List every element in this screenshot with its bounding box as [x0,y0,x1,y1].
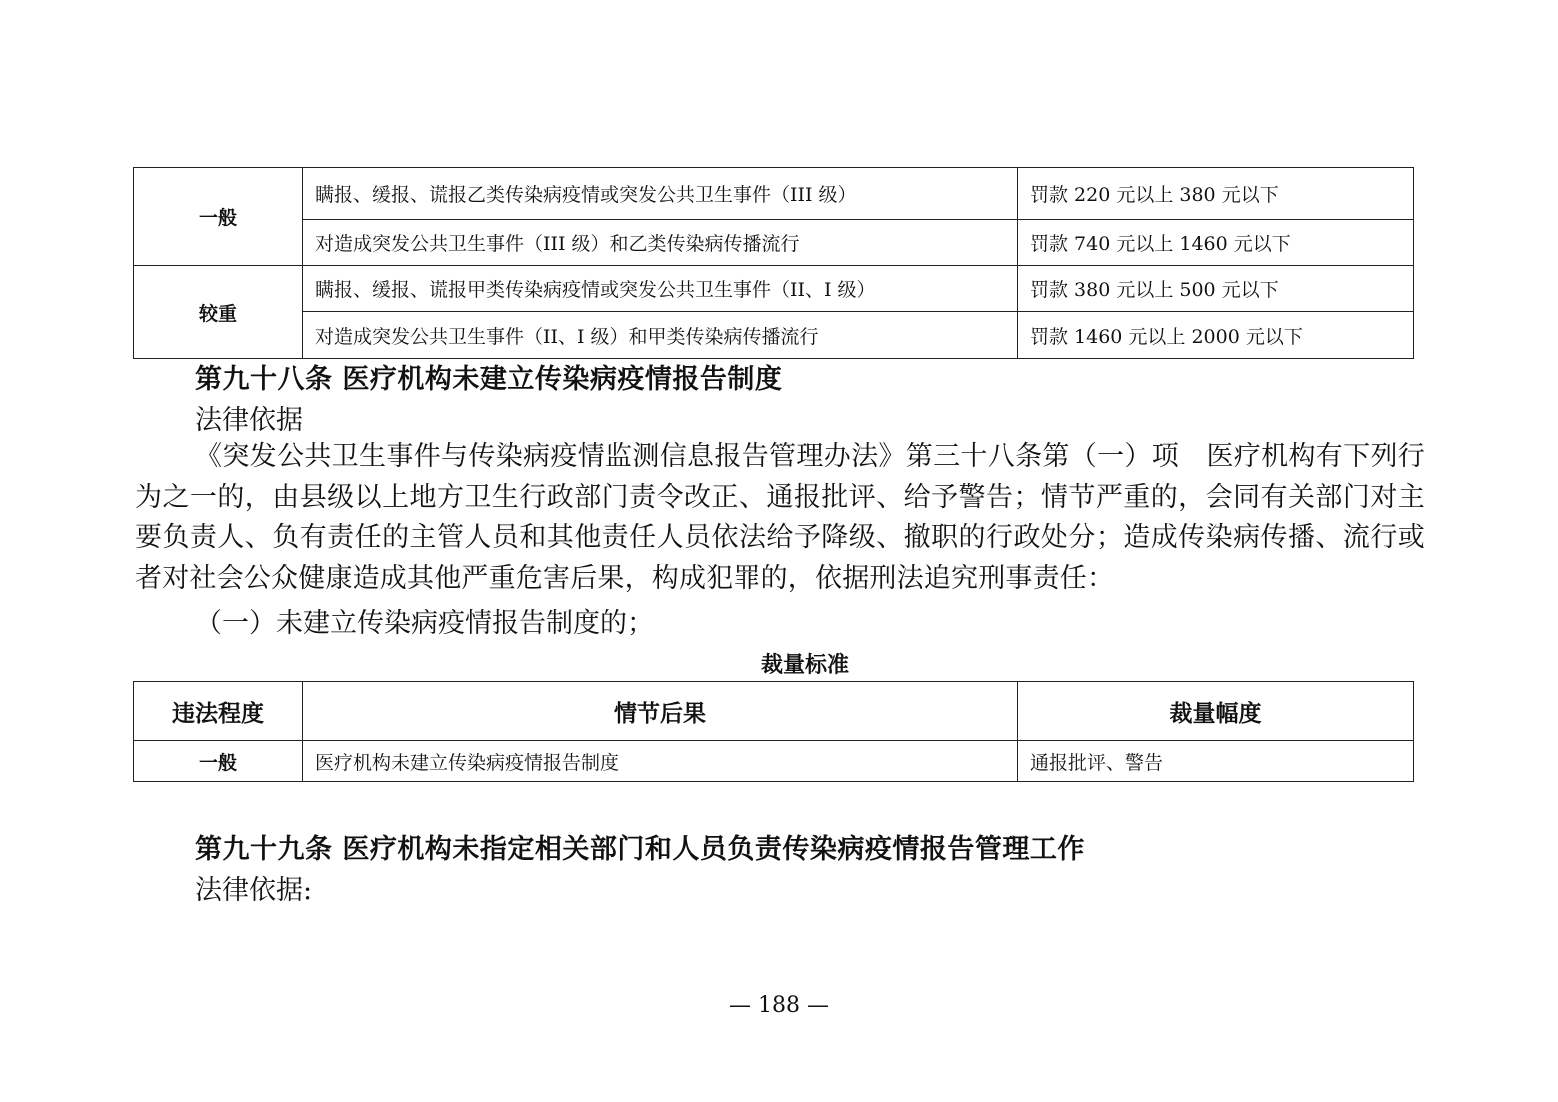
discretion-table-continued [133,167,1414,359]
table-row [134,168,1414,220]
penalty-cell: 罚款 380 元以上 500 元以下 [1018,266,1414,312]
circumstance-cell: 医疗机构未建立传染病疫情报告制度 [303,741,1018,782]
table-row [134,266,1414,312]
circumstance-cell: 瞒报、缓报、谎报甲类传染病疫情或突发公共卫生事件（II、I 级） [303,266,1018,312]
penalty-cell: 罚款 740 元以上 1460 元以下 [1018,220,1414,266]
violation-level: 较重 [134,266,303,359]
discretion-standard-table [133,681,1414,782]
penalty-cell: 通报批评、警告 [1018,741,1414,782]
table-row [134,312,1414,359]
circumstance-cell: 对造成突发公共卫生事件（III 级）和乙类传染病传播流行 [303,220,1018,266]
penalty-cell: 罚款 1460 元以上 2000 元以下 [1018,312,1414,359]
article-99-title: 第九十九条 医疗机构未指定相关部门和人员负责传染病疫情报告管理工作 [195,834,1085,865]
column-header-penalty: 裁量幅度 [1018,682,1414,741]
legal-basis-text: 《突发公共卫生事件与传染病疫情监测信息报告管理办法》第三十八条第（一）项 医疗机构有下列行为之一的，由县级以上地方卫生行政部门责令改正、通报批评、给予警告；情节严重的，会同有关部门对主要负责人、负有责任的主管人员和其他责任人员依法给予降级、撤职的行政处分；造成传染病传播、流行或者对社会公众健康造成其他严重危害后果，构成犯罪的，依据刑法追究刑事责任： [135,441,1425,595]
table-row [134,220,1414,266]
circumstance-cell: 瞒报、缓报、谎报乙类传染病疫情或突发公共卫生事件（III 级） [303,168,1018,220]
legal-basis-item-1: （一）未建立传染病疫情报告制度的； [195,608,654,639]
violation-level: 一般 [134,168,303,266]
page-number: — 188 — [729,993,829,1018]
article-98-title: 第九十八条 医疗机构未建立传染病疫情报告制度 [195,364,783,395]
table-row [134,741,1414,782]
legal-basis-label: 法律依据 [195,405,303,436]
penalty-cell: 罚款 220 元以上 380 元以下 [1018,168,1414,220]
column-header-circumstance: 情节后果 [303,682,1018,741]
table-caption: 裁量标准 [760,653,849,678]
table-header-row [134,682,1414,741]
column-header-level: 违法程度 [134,682,303,741]
violation-level: 一般 [134,741,303,782]
circumstance-cell: 对造成突发公共卫生事件（II、I 级）和甲类传染病传播流行 [303,312,1018,359]
legal-basis-label: 法律依据: [195,875,313,906]
